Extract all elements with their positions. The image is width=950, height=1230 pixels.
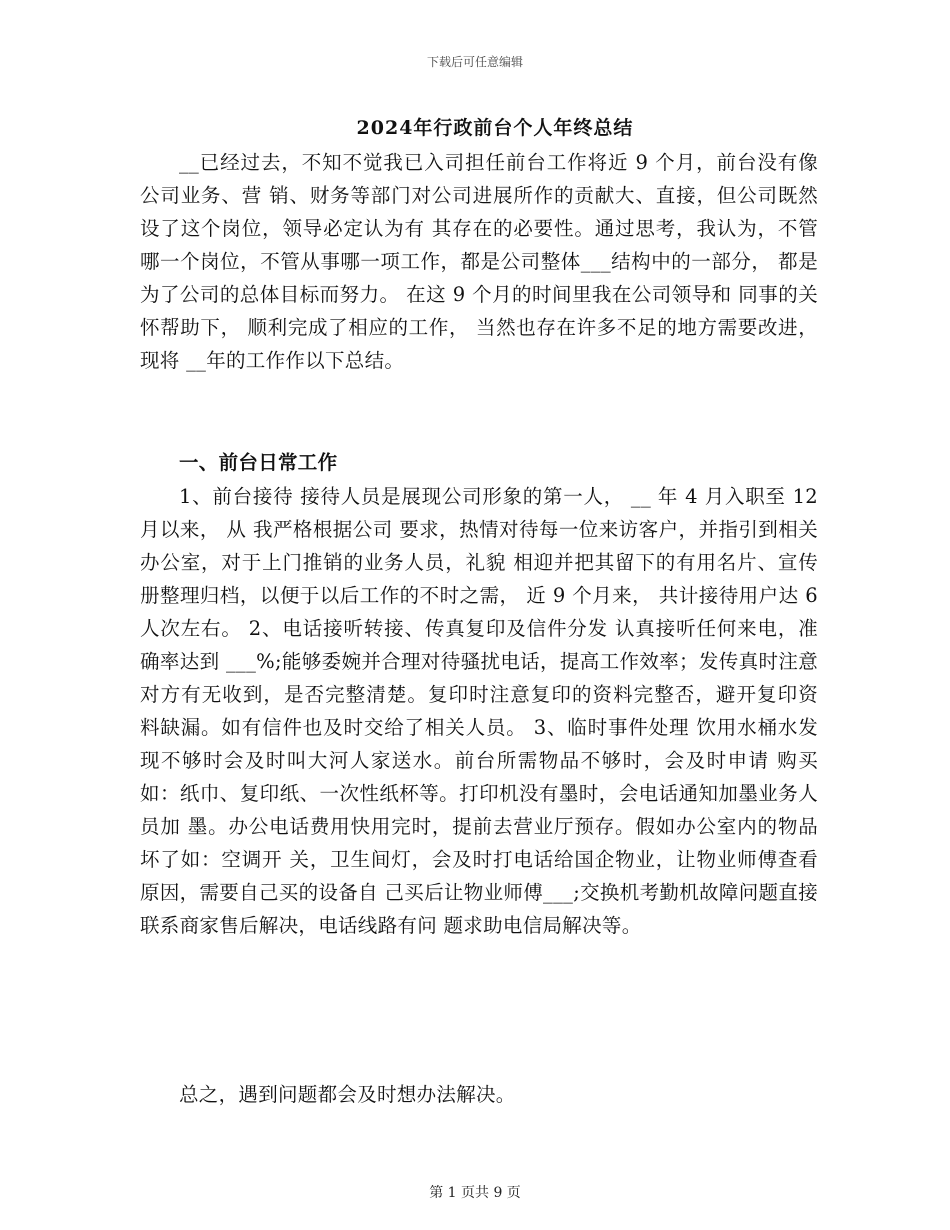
- intro-paragraph: __已经过去，不知不觉我已入司担任前台工作将近 9 个月，前台没有像公司业务、营 销、财务等部门对公司进展所作的贡献大、直接，但公司既然设了这个岗位，领导必定认为有 其存在的必要性。通过思考，我认为，不管哪一个岗位，不管从事哪一项工作，都是公司整体___结构中的一部分， 都是为了公司的总体目标而努力。 在这 9 个月的时间里我在公司领导和 同事的关怀帮助下， 顺利完成了相应的工作， 当然也存在许多不足的地方需要改进， 现将 __年的工作作以下总结。: [140, 151, 818, 372]
- section1-heading: 一、前台日常工作: [179, 451, 338, 474]
- page-footer: 第 1 页共 9 页: [429, 1185, 521, 1201]
- page-header: 下载后可任意编辑: [426, 55, 523, 69]
- conclusion-block: [140, 1078, 818, 1111]
- section1-paragraph: 1、前台接待 接待人员是展现公司形象的第一人， __ 年 4 月入职至 12 月以来， 从 我严格根据公司 要求，热情对待每一位来访客户，并指引到相关办公室，对于上门推销的业务人员，礼貌 相迎并把其留下的有用名片、宣传册整理归档，以便于以后工作的不时之需， 近 9 个月来， 共计接待用户达 6 人次左右。 2、电话接听转接、传真复印及信件分发 认真接听任何来电，准确率达到 ___%;能够委婉并合理对待骚扰电话，提高工作效率；发传真时注意对方有无收到，是否完整清楚。复印时注意复印的资料完整否，避开复印资 料缺漏。如有信件也及时交给了相关人员。 3、临时事件处理 饮用水桶水发现不够时会及时叫大河人家送水。前台所需物品不够时，会及时申请 购买如：纸巾、复印纸、一次性纸杯等。打印机没有墨时，会电话通知加墨业务人员加 墨。办公电话费用快用完时，提前去营业厅预存。假如办公室内的物品坏了如：空调开 关，卫生间灯，会及时打电话给国企物业，让物业师傅查看原因，需要自己买的设备自 己买后让物业师傅___;交换机考勤机故障问题直接联系商家售后解决，电话线路有问 题求助电信局解决等。: [140, 485, 818, 937]
- document-title: 2024年行政前台个人年终总结: [356, 117, 634, 139]
- section1-block: [140, 480, 818, 942]
- section1-heading-block: [140, 446, 818, 479]
- intro-block: [140, 146, 818, 377]
- conclusion-paragraph: 总之，遇到问题都会及时想办法解决。: [179, 1083, 516, 1106]
